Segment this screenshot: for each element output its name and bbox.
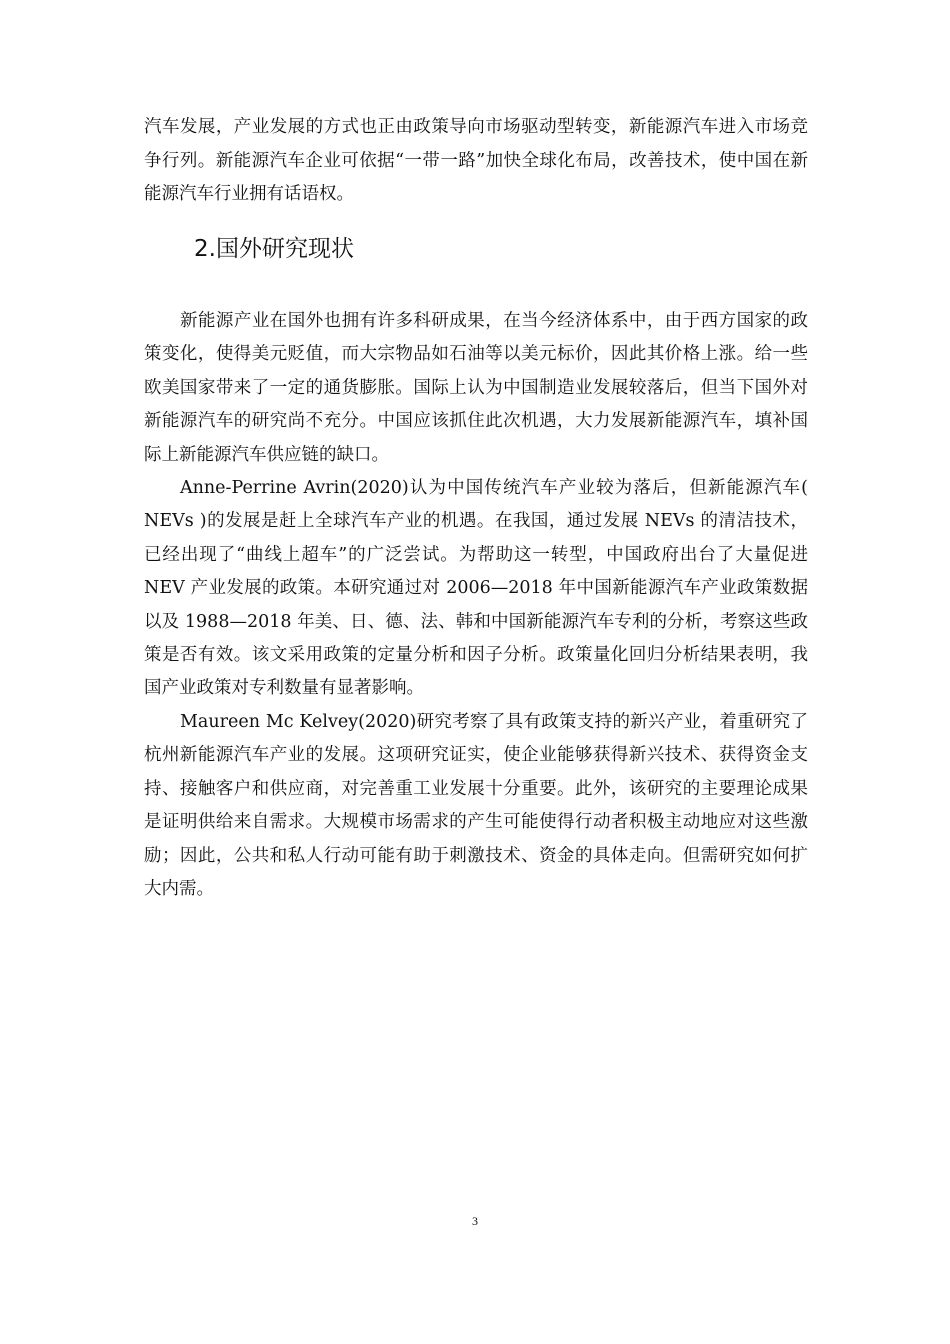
- section-heading: 2.国外研究现状: [194, 236, 354, 262]
- continued-paragraph: 汽车发展，产业发展的方式也正由政策导向市场驱动型转变，新能源汽车进入市场竞争行列。新能源汽车企业可依据“一带一路”加快全球化布局，改善技术，使中国在新能源汽车行业拥有话语权。: [144, 117, 808, 204]
- paragraph-overview: 新能源产业在国外也拥有许多科研成果，在当今经济体系中，由于西方国家的政策变化，使得美元贬值，而大宗物品如石油等以美元标价，因此其价格上涨。给一些欧美国家带来了一定的通货膨胀。国际上认为中国制造业发展较落后，但当下国外对新能源汽车的研究尚不充分。中国应该抓住此次机遇，大力发展新能源汽车，填补国际上新能源汽车供应链的缺口。: [144, 311, 808, 465]
- page-number: 3: [472, 1214, 478, 1228]
- paragraph-mckelvey: Maureen Mc Kelvey(2020)研究考察了具有政策支持的新兴产业，着重研究了杭州新能源汽车产业的发展。这项研究证实，使企业能够获得新兴技术、获得资金支持、接触客户和供应商，对完善重工业发展十分重要。此外，该研究的主要理论成果是证明供给来自需求。大规模市场需求的产生可能使得行动者积极主动地应对这些激励；因此，公共和私人行动可能有助于刺激技术、资金的具体走向。但需研究如何扩大内需。: [144, 711, 808, 899]
- section-body: [144, 305, 808, 906]
- paragraph-avrin: Anne-Perrine Avrin(2020)认为中国传统汽车产业较为落后，但新能源汽车( NEVs )的发展是赶上全球汽车产业的机遇。在我国，通过发展 NEVs 的清洁技术，已经出现了“曲线上超车”的广泛尝试。为帮助这一转型，中国政府出台了大量促进 NEV 产业发展的政策。本研究通过对 2006—2018 年中国新能源汽车产业政策数据以及 1988—2018 年美、日、德、法、韩和中国新能源汽车专利的分析，考察这些政策是否有效。该文采用政策的定量分析和因子分析。政策量化回归分析结果表明，我国产业政策对专利数量有显著影响。: [144, 478, 808, 699]
